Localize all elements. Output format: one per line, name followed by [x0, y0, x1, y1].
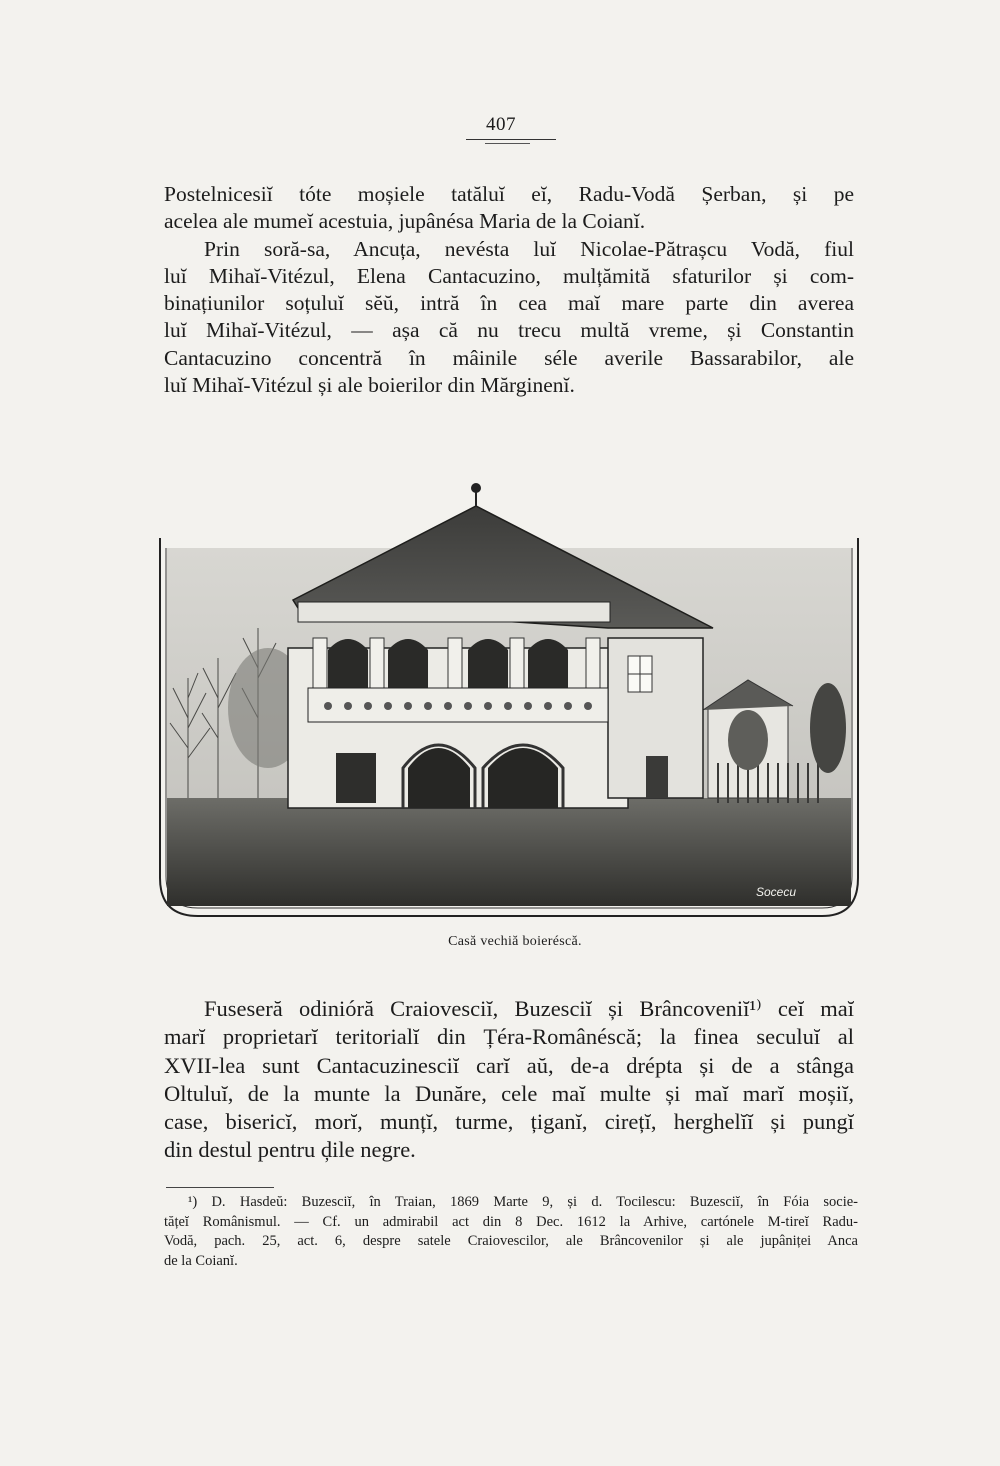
text-line: Prin soră-sa, Ancuța, nevésta luĭ Nicolae-Pătrașcu Vodă, fiul: [204, 236, 854, 261]
text-line: luĭ Mihaĭ-Vitézul, Elena Cantacuzino, mulțămită sfaturilor și com-: [164, 263, 854, 288]
text-line: XVII-lea sunt Cantacuzinesciĭ carĭ aŭ, de-a drépta și de a stânga: [164, 1052, 854, 1078]
text-line: luĭ Mihaĭ-Vitézul și ale boierilor din Mărginenĭ.: [164, 373, 575, 398]
text-line: Cantacuzino concentră în mâinile séle averile Bassarabilor, ale: [164, 345, 854, 370]
footnote-line: ¹) D. Hasdeŭ: Buzesciĭ, în Traian, 1869 Marte 9, și d. Tocilescu: Buzesciĭ, în Fóia socie-: [188, 1194, 858, 1210]
figure-caption: Casă vechiă boieréscă.: [448, 934, 582, 949]
text-line: Oltuluĭ, de la munte la Dunăre, cele maĭ multe și maĭ marĭ moșiĭ,: [164, 1080, 854, 1106]
text-line: din destul pentru ḑile negre.: [164, 1137, 416, 1163]
footnote-rule: [166, 1187, 274, 1188]
text-line: case, bisericĭ, morĭ, munțĭ, turme, țiganĭ, cirețĭ, herghelĭĭ și pungĭ: [164, 1109, 854, 1135]
paragraph-bottom: [164, 995, 854, 1165]
text-line: binațiunilor soțuluĭ sĕŭ, intră în cea maĭ mare parte din averea: [164, 291, 854, 316]
page-number-rule-short: [485, 143, 530, 144]
paragraph-top: [164, 181, 854, 399]
text-line: Fuseseră odinióră Craiovesciĭ, Buzesciĭ și Brâncoveniĭ¹⁾ ceĭ maĭ: [204, 996, 854, 1021]
text-line: marĭ proprietarĭ teritorialĭ din Țéra-Românéscă; la finea seculuĭ al: [164, 1024, 854, 1050]
illustrator-signature: Socecu: [756, 885, 797, 899]
footnote-line: Vodă, pach. 25, act. 6, despre satele Craiovescilor, ale Brâncovenilor și ale jupâniței Anca: [164, 1233, 858, 1249]
page-number: 407: [486, 114, 516, 135]
footnote-line: de la Coianĭ.: [164, 1252, 238, 1269]
house-illustration: [158, 478, 862, 918]
text-line: Postelnicesiĭ tóte moșiele tatăluĭ eĭ, Radu-Vodă Șerban, și pe: [164, 182, 854, 206]
footnote-line: tățeĭ Românismul. — Cf. un admirabil act din 8 Dec. 1612 la Arhive, cartónele M-tireĭ Radu-: [164, 1213, 858, 1230]
text-line: luĭ Mihaĭ-Vitézul, — așa că nu trecu multă vreme, și Constantin: [164, 318, 854, 343]
text-line: acelea ale mumeĭ acestuia, jupânésa Maria de la Coianĭ.: [164, 209, 646, 234]
footnote: [164, 1193, 858, 1271]
page-number-rule: [466, 139, 556, 140]
